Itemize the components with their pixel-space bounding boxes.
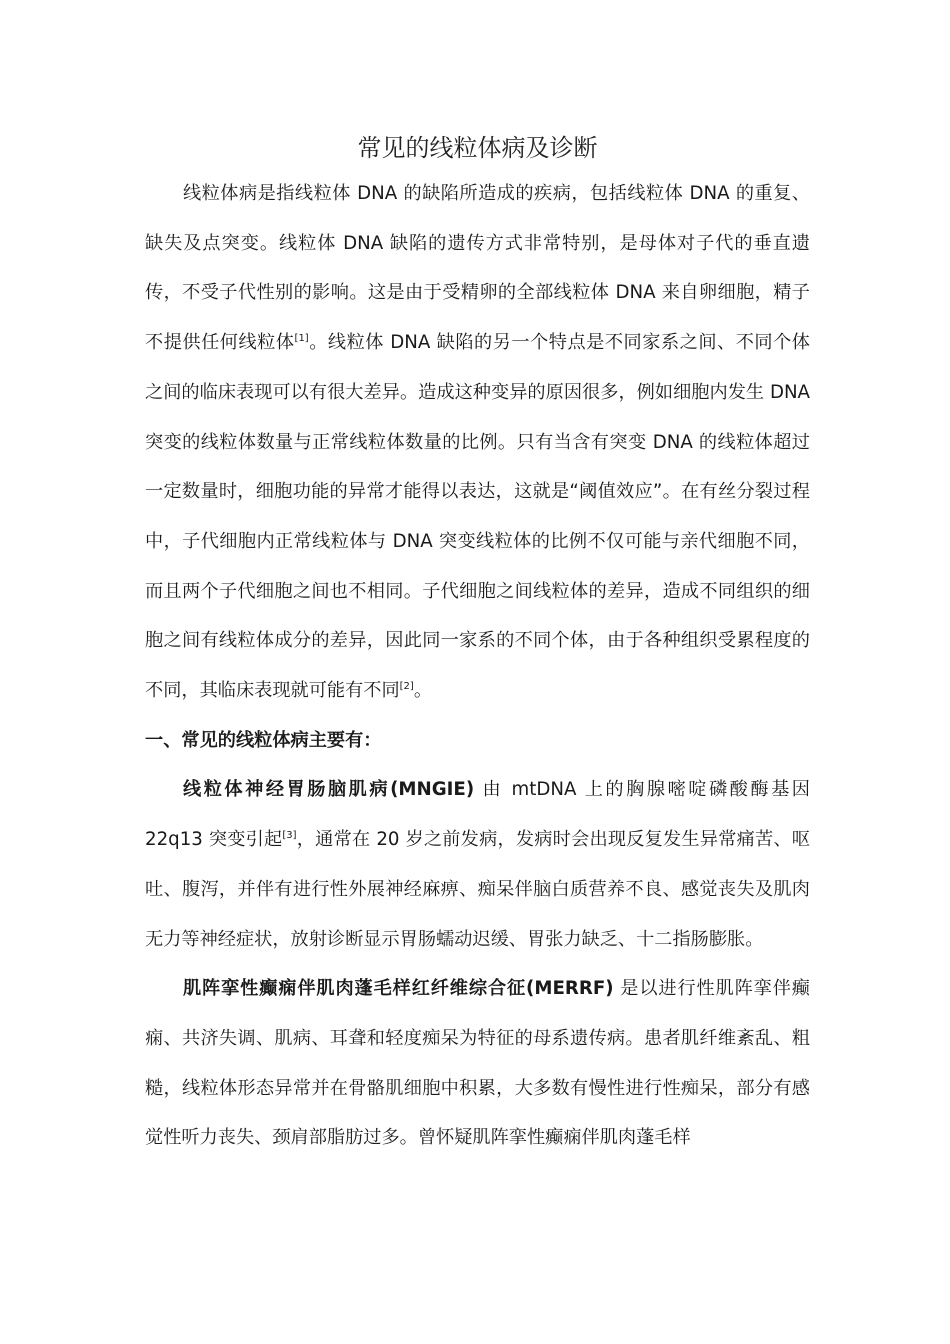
mngie-paragraph — [145, 765, 810, 964]
merrf-paragraph — [145, 964, 810, 1163]
intro-text-part2: 。线粒体 DNA 缺陷的另一个特点是不同家系之间、不同个体之间的临床表现可以有很大差异。造成这种变异的原因很多，例如细胞内发生 DNA 突变的线粒体数量与正常线粒体数量的比例。只有当含有突变 DNA 的线粒体超过一定数量时，细胞功能的异常才能得以表达，这就是“阈值效应”。在有丝分裂过程中，子代细胞内正常线粒体与 DNA 突变线粒体的比例不仅可能与亲代细胞不同，而且两个子代细胞之间也不相同。子代细胞之间线粒体的差异，造成不同组织的细胞之间有线粒体成分的差异，因此同一家系的不同个体，由于各种组织受累程度的不同，其临床表现就可能有不同 — [145, 332, 810, 702]
merrf-text: 是以进行性肌阵挛伴癫痫、共济失调、肌病、耳聋和轻度痴呆为特征的母系遗传病。患者肌纤维紊乱、粗糙，线粒体形态异常并在骨骼肌细胞中积累，大多数有慢性进行性痴呆，部分有感觉性听力丧失、颈肩部脂肪过多。曾怀疑肌阵挛性癫痫伴肌肉蓬毛样 — [145, 978, 810, 1149]
citation-1: [1] — [294, 333, 309, 345]
document-page — [145, 128, 810, 1163]
document-title: 常见的线粒体病及诊断 — [357, 134, 598, 162]
mngie-text-part1: 由 mtDNA 上的胸腺嘧啶磷酸酶基因 22q13 突变引起 — [145, 779, 810, 851]
citation-2: [2] — [399, 681, 414, 693]
mngie-term: 线粒体神经胃肠脑肌病(MNGIE) — [183, 779, 475, 801]
intro-paragraph — [145, 169, 810, 716]
intro-text-part3: 。 — [413, 680, 433, 702]
section-heading: 一、常见的线粒体病主要有： — [145, 729, 382, 751]
intro-text-part1: 线粒体病是指线粒体 DNA 的缺陷所造成的疾病，包括线粒体 DNA 的重复、缺失及点突变。线粒体 DNA 缺陷的遗传方式非常特别，是母体对子代的垂直遗传，不受子代性别的影响。这是由于受精卵的全部线粒体 DNA 来自卵细胞，精子不提供任何线粒体 — [145, 183, 810, 354]
merrf-term: 肌阵挛性癫痫伴肌肉蓬毛样红纤维综合征(MERRF) — [183, 978, 614, 1000]
mngie-text-part2: ，通常在 20 岁之前发病，发病时会出现反复发生异常痛苦、呕吐、腹泻，并伴有进行性外展神经麻痹、痴呆伴脑白质营养不良、感觉丧失及肌肉无力等神经症状，放射诊断显示胃肠蠕动迟缓、胃张力缺乏、十二指肠膨胀。 — [145, 829, 810, 950]
citation-3: [3] — [282, 830, 297, 842]
